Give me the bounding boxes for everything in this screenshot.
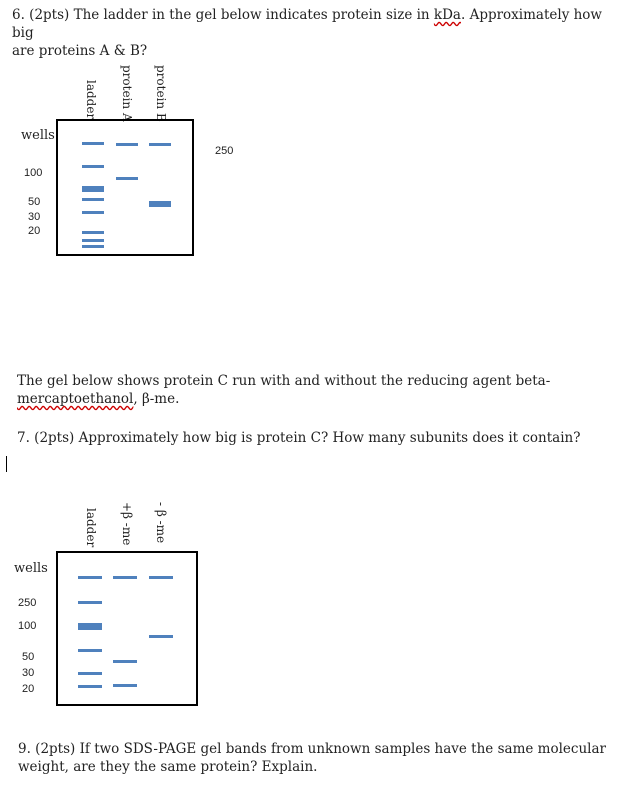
- gel1-side-label-250: 250: [215, 145, 234, 157]
- gel2-minus-bme-band: [149, 576, 173, 579]
- gel2-marker-100: 100: [18, 620, 37, 632]
- gel2-lane-label-ladder: ladder: [84, 508, 98, 548]
- gel2-ladder-band: [78, 623, 102, 630]
- intro-c-mercaptoethanol: mercaptoethanol: [17, 391, 134, 407]
- gel2-lane-label-plus-bme: +β -me: [120, 502, 134, 546]
- gel1-protein-a-band: [116, 177, 138, 180]
- gel2-marker-20: 20: [22, 683, 35, 695]
- q6-text-a: 6. (2pts) The ladder in the gel below indicates protein size in: [12, 7, 434, 23]
- gel2-marker-250: 250: [18, 597, 37, 609]
- gel1-marker-50: 50: [28, 196, 41, 208]
- q9-line1: 9. (2pts) If two SDS-PAGE gel bands from unknown samples have the same molecular: [18, 741, 606, 757]
- protein-c-intro: [17, 372, 612, 408]
- gel2-ladder-band: [78, 672, 102, 675]
- gel1-ladder-band: [82, 211, 104, 214]
- question-7: 7. (2pts) Approximately how big is protein C? How many subunits does it contain?: [17, 430, 581, 446]
- gel1-ladder-band: [82, 239, 104, 242]
- gel2-ladder-band: [78, 601, 102, 604]
- gel2-plus-bme-band: [113, 684, 137, 687]
- gel1-wells-label: wells: [21, 128, 55, 143]
- gel2-ladder-band: [78, 576, 102, 579]
- gel-2: [56, 551, 198, 706]
- gel1-marker-100: 100: [24, 167, 43, 179]
- gel2-wells-label: wells: [14, 561, 48, 576]
- gel2-marker-50: 50: [22, 651, 35, 663]
- gel2-marker-30: 30: [22, 667, 35, 679]
- gel1-ladder-band: [82, 231, 104, 234]
- gel1-ladder-band: [82, 198, 104, 201]
- gel2-plus-bme-band: [113, 660, 137, 663]
- gel1-protein-a-band: [116, 143, 138, 146]
- gel1-ladder-band: [82, 165, 104, 168]
- intro-c-line1: The gel below shows protein C run with and without the reducing agent beta-: [17, 373, 551, 389]
- gel2-ladder-band: [78, 685, 102, 688]
- question-9: [18, 740, 614, 776]
- gel1-lane-label-protein-a: protein A: [120, 65, 134, 122]
- gel1-ladder-band: [82, 245, 104, 248]
- gel2-ladder-band: [78, 649, 102, 652]
- gel2-plus-bme-band: [113, 576, 137, 579]
- gel-1: [56, 119, 194, 256]
- text-cursor: [6, 456, 7, 472]
- gel1-ladder-band: [82, 186, 104, 192]
- gel1-ladder-band: [82, 142, 104, 145]
- question-6: [12, 6, 612, 60]
- q6-kda: kDa: [433, 7, 461, 23]
- q6-text-line2: are proteins A & B?: [12, 43, 148, 59]
- gel2-lane-label-minus-bme: - β -me: [154, 502, 168, 544]
- gel1-lane-label-ladder: ladder: [84, 80, 98, 120]
- gel1-lane-label-protein-b: protein B: [154, 65, 168, 122]
- q9-line2: weight, are they the same protein? Explain.: [18, 759, 318, 775]
- q6-text-b: . Approximately how big: [12, 7, 602, 41]
- intro-c-line2-rest: , β-me.: [133, 391, 180, 407]
- gel1-protein-b-band: [149, 201, 171, 207]
- gel1-protein-b-band: [149, 143, 171, 146]
- gel1-marker-30: 30: [28, 211, 41, 223]
- gel2-minus-bme-band: [149, 635, 173, 638]
- gel1-marker-20: 20: [28, 225, 41, 237]
